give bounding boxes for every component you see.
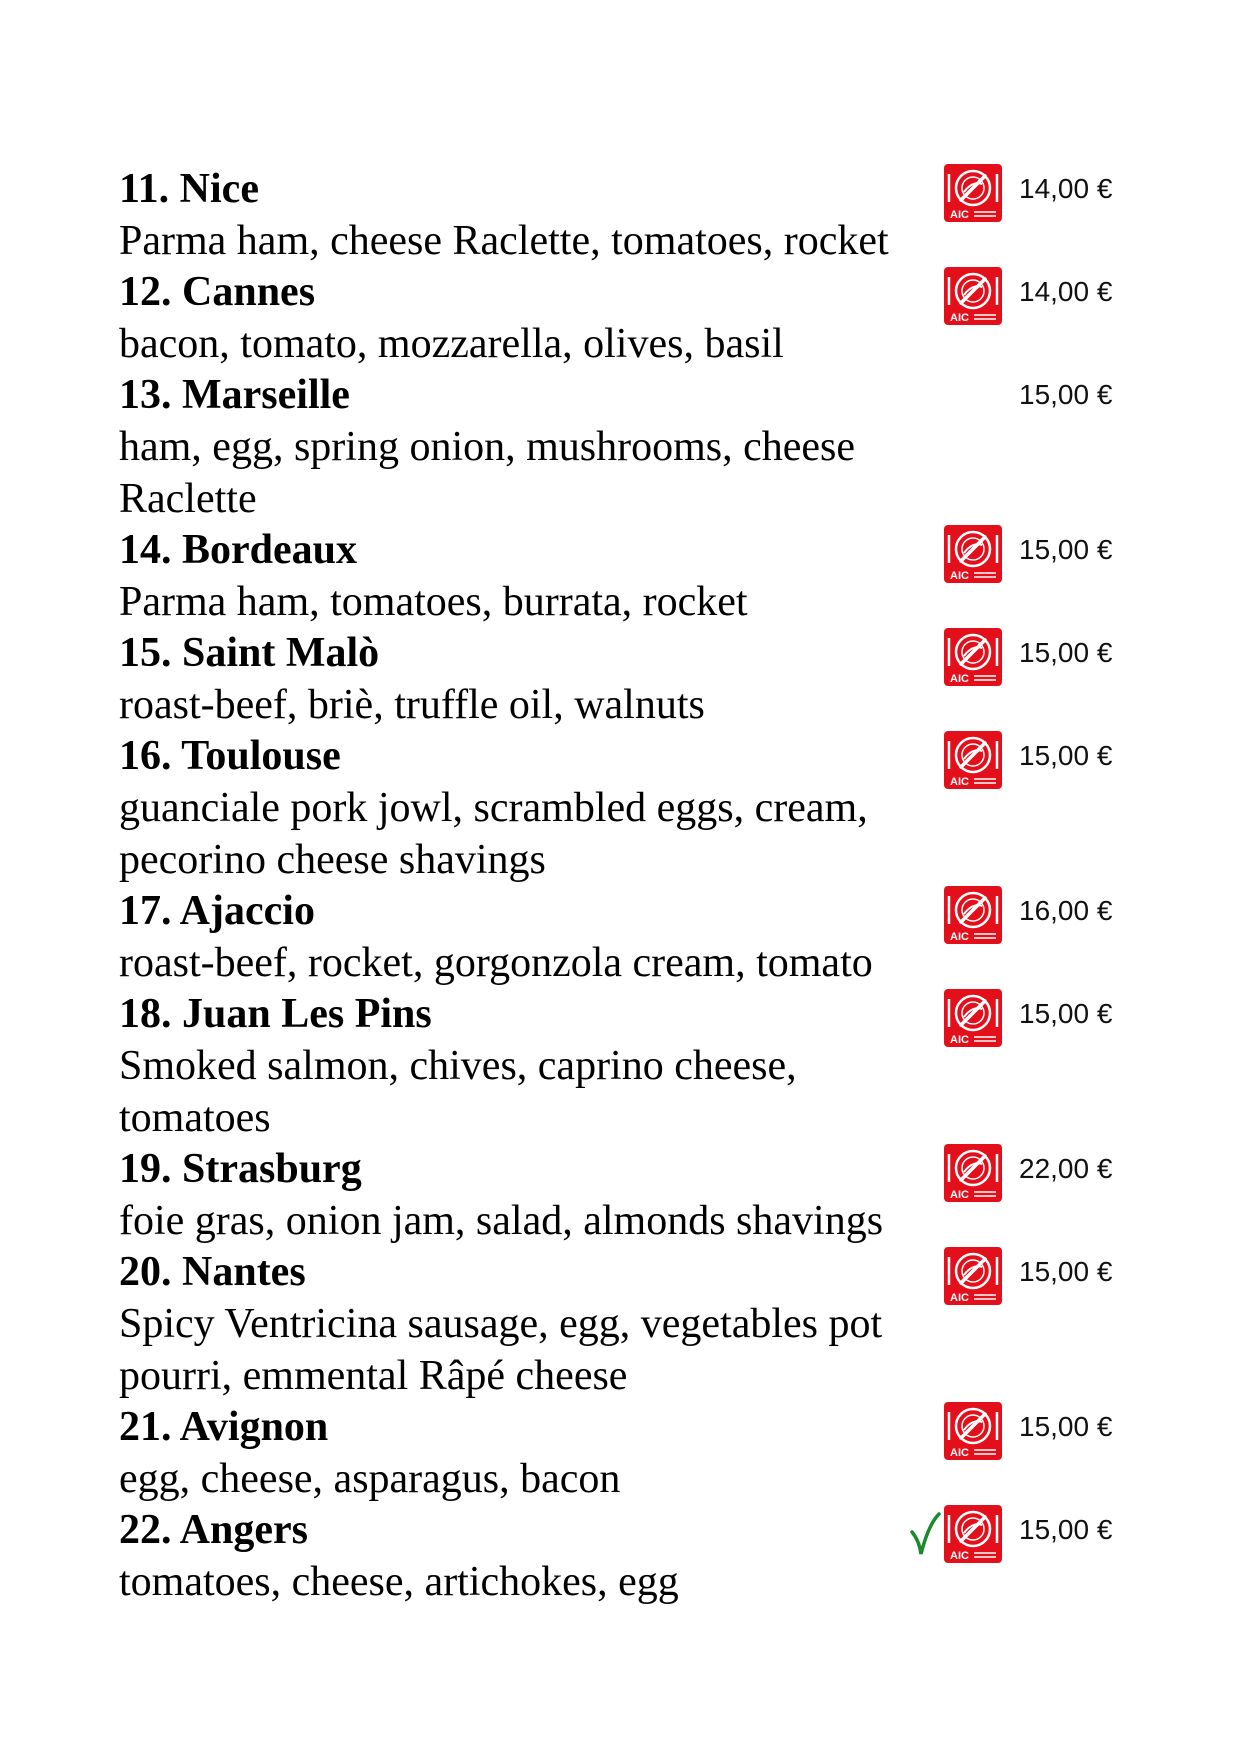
item-description: Spicy Ventricina sausage, egg, vegetables pot pourri, emmental Râpé cheese <box>119 1301 883 1399</box>
menu-item <box>119 627 1119 731</box>
item-description: tomatoes, cheese, artichokes, egg <box>119 1559 679 1605</box>
item-description: roast-beef, rocket, gorgonzola cream, tomato <box>119 940 873 986</box>
item-description: Parma ham, tomatoes, burrata, rocket <box>119 579 748 625</box>
aic-gluten-free-icon <box>944 1402 1002 1460</box>
svg-text:AIC: AIC <box>950 1550 969 1562</box>
item-title: 22. Angers <box>119 1507 308 1553</box>
menu-item <box>119 369 1119 525</box>
svg-text:AIC: AIC <box>950 1447 969 1459</box>
aic-gluten-free-icon <box>944 886 1002 944</box>
item-title: 12. Cannes <box>119 269 316 315</box>
item-title: 15. Saint Malò <box>119 630 380 676</box>
item-description: Smoked salmon, chives, caprino cheese, tomatoes <box>119 1043 797 1141</box>
aic-gluten-free-icon <box>944 989 1002 1047</box>
svg-text:AIC: AIC <box>950 673 969 685</box>
svg-text:AIC: AIC <box>950 776 969 788</box>
item-price: 15,00 € <box>1019 998 1113 1029</box>
item-price: 15,00 € <box>1019 740 1113 771</box>
menu-item <box>119 163 1119 267</box>
menu-item <box>119 524 1119 628</box>
aic-gluten-free-icon <box>944 525 1002 583</box>
svg-text:AIC: AIC <box>950 1292 969 1304</box>
item-title: 20. Nantes <box>119 1249 306 1295</box>
item-price: 15,00 € <box>1019 534 1113 565</box>
item-title: 21. Avignon <box>119 1404 329 1450</box>
item-price: 15,00 € <box>1019 1411 1113 1442</box>
item-description: Parma ham, cheese Raclette, tomatoes, rocket <box>119 218 889 264</box>
menu-item <box>119 988 1119 1144</box>
menu-item <box>119 885 1119 989</box>
aic-gluten-free-icon <box>944 164 1002 222</box>
vegetarian-check-icon <box>909 1512 941 1556</box>
item-price: 15,00 € <box>1019 379 1113 410</box>
menu-item <box>119 1504 1119 1608</box>
item-price: 15,00 € <box>1019 1514 1113 1545</box>
aic-gluten-free-icon <box>944 1505 1002 1563</box>
menu-item <box>119 266 1119 370</box>
svg-text:AIC: AIC <box>950 312 969 324</box>
svg-text:AIC: AIC <box>950 931 969 943</box>
item-price: 15,00 € <box>1019 637 1113 668</box>
menu-item <box>119 730 1119 886</box>
aic-gluten-free-icon <box>944 267 1002 325</box>
item-description: ham, egg, spring onion, mushrooms, cheese Raclette <box>119 424 856 522</box>
item-description: foie gras, onion jam, salad, almonds shavings <box>119 1198 884 1244</box>
item-description: egg, cheese, asparagus, bacon <box>119 1456 621 1502</box>
menu-item <box>119 1246 1119 1402</box>
aic-gluten-free-icon <box>944 1247 1002 1305</box>
item-description: bacon, tomato, mozzarella, olives, basil <box>119 321 784 367</box>
svg-text:AIC: AIC <box>950 209 969 221</box>
item-price: 14,00 € <box>1019 276 1113 307</box>
item-description: guanciale pork jowl, scrambled eggs, cream, pecorino cheese shavings <box>119 785 868 883</box>
item-price: 22,00 € <box>1019 1153 1113 1184</box>
menu-item <box>119 1401 1119 1505</box>
item-title: 18. Juan Les Pins <box>119 991 432 1037</box>
item-title: 17. Ajaccio <box>119 888 315 934</box>
aic-gluten-free-icon <box>944 628 1002 686</box>
item-title: 14. Bordeaux <box>119 527 358 573</box>
aic-gluten-free-icon <box>944 731 1002 789</box>
svg-text:AIC: AIC <box>950 1189 969 1201</box>
aic-gluten-free-icon <box>944 1144 1002 1202</box>
item-title: 19. Strasburg <box>119 1146 362 1192</box>
svg-text:AIC: AIC <box>950 570 969 582</box>
item-title: 11. Nice <box>119 166 259 212</box>
item-price: 14,00 € <box>1019 173 1113 204</box>
svg-text:AIC: AIC <box>950 1034 969 1046</box>
item-title: 13. Marseille <box>119 372 350 418</box>
item-price: 16,00 € <box>1019 895 1113 926</box>
item-title: 16. Toulouse <box>119 733 341 779</box>
menu-item <box>119 1143 1119 1247</box>
item-price: 15,00 € <box>1019 1256 1113 1287</box>
item-description: roast-beef, briè, truffle oil, walnuts <box>119 682 705 728</box>
